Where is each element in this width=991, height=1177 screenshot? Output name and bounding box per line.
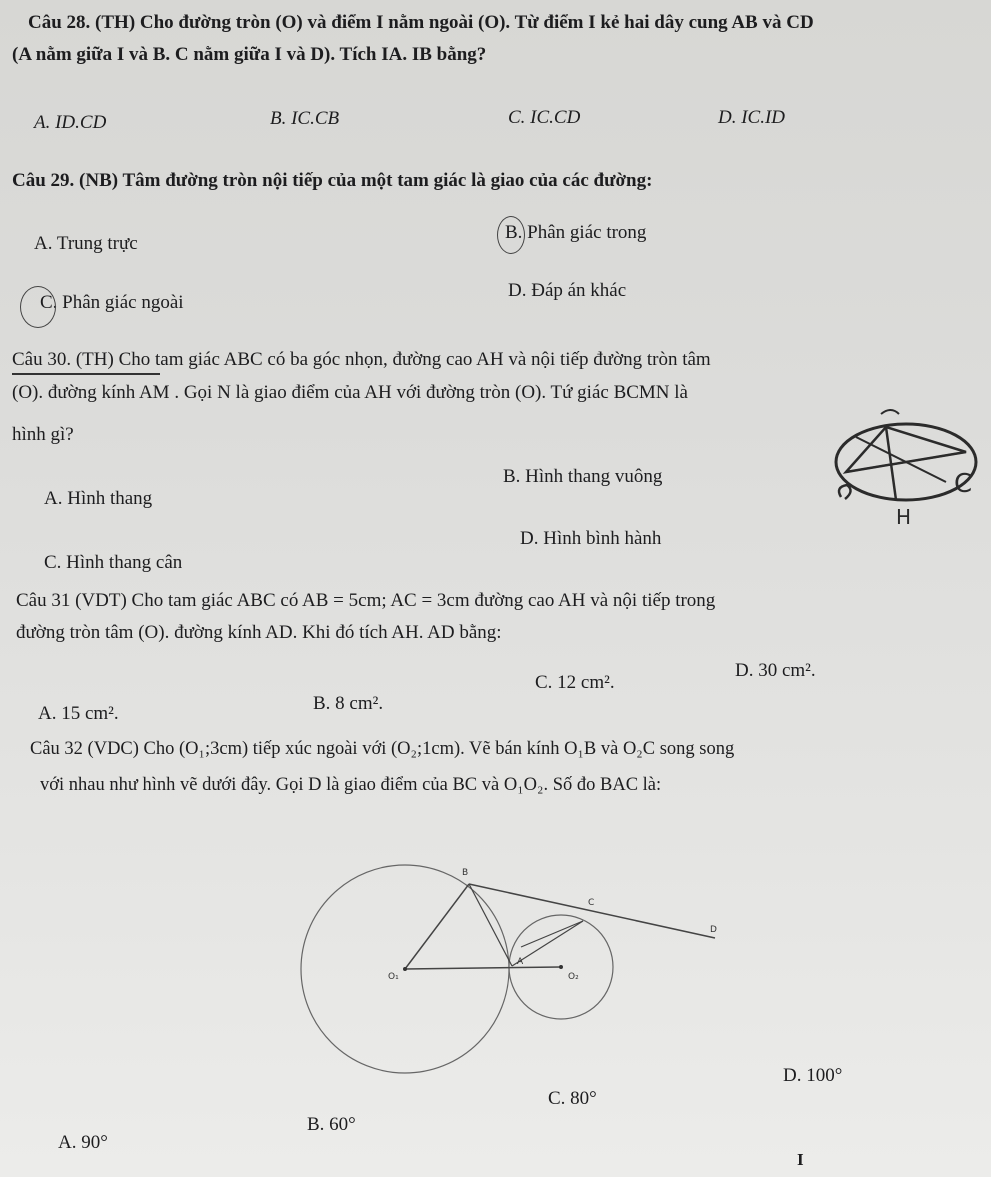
q31-option-c: C. 12 cm². — [535, 672, 615, 693]
q30-stem-line3: hình gì? — [12, 424, 74, 445]
q30-stem-line1: Câu 30. (TH) Cho tam giác ABC có ba góc nhọn, đường cao AH và nội tiếp đường tròn tâm — [12, 349, 711, 370]
q31-stem-line1: Câu 31 (VDT) Cho tam giác ABC có AB = 5cm; AC = 3cm đường cao AH và nội tiếp trong — [16, 590, 716, 611]
q29-stem: Câu 29. (NB) Tâm đường tròn nội tiếp của một tam giác là giao của các đường: — [12, 170, 653, 191]
handwritten-sketch — [826, 402, 990, 532]
tangent-circles-figure — [290, 855, 740, 1105]
page-mark: I — [797, 1150, 804, 1169]
point-a-label: A — [517, 957, 524, 967]
q28-stem-line2: (A nằm giữa I và B. C nằm giữa I và D). Tích IA. IB bằng? — [12, 44, 487, 65]
q28-option-a: A. ID.CD — [34, 112, 107, 133]
q32-stem-line1: Câu 32 (VDC) Cho (O₁;3cm) tiếp xúc ngoài với (O₂;1cm). Vẽ bán kính O₁B và O₂C song song — [30, 739, 735, 759]
q29-option-b: B. Phân giác trong — [505, 222, 647, 243]
q30-option-a: A. Hình thang — [44, 488, 153, 509]
underline-mark — [12, 373, 160, 375]
q29-option-a: A. Trung trực — [34, 233, 138, 254]
q30-option-d: D. Hình bình hành — [520, 528, 662, 549]
q30-option-c: C. Hình thang cân — [44, 552, 183, 573]
q32-stem-line2: với nhau như hình vẽ dưới đây. Gọi D là giao điểm của BC và O₁O₂. Số đo BAC là: — [40, 775, 662, 795]
sketch-label-c: C — [954, 469, 973, 499]
q28-option-c: C. IC.CD — [508, 107, 581, 128]
q31-stem-line2: đường tròn tâm (O). đường kính AD. Khi đó tích AH. AD bằng: — [16, 622, 502, 643]
point-b-label: B — [462, 868, 469, 878]
q30-option-b: B. Hình thang vuông — [503, 466, 663, 487]
point-o2-label: O₂ — [568, 972, 579, 982]
point-c-label: C — [588, 898, 595, 908]
q32-option-b: B. 60° — [307, 1114, 356, 1135]
sketch-label-h: H — [896, 505, 912, 529]
q31-option-b: B. 8 cm². — [313, 693, 384, 714]
q28-option-d: D. IC.ID — [718, 107, 786, 128]
q31-option-d: D. 30 cm². — [735, 660, 816, 681]
q32-option-a: A. 90° — [58, 1132, 108, 1153]
q30-stem-line2: (O). đường kính AM . Gọi N là giao điểm của AH với đường tròn (O). Tứ giác BCMN là — [12, 382, 688, 403]
q29-option-d: D. Đáp án khác — [508, 280, 627, 301]
q32-option-c: C. 80° — [548, 1088, 597, 1109]
q31-option-a: A. 15 cm². — [38, 703, 119, 724]
q28-stem-line1: Câu 28. (TH) Cho đường tròn (O) và điểm I nằm ngoài (O). Từ điểm I kẻ hai dây cung AB và CD — [28, 12, 814, 33]
point-o1-label: O₁ — [388, 972, 399, 982]
answer-circle-mark — [20, 286, 56, 328]
q32-option-d: D. 100° — [783, 1065, 843, 1086]
q29-option-c: C. Phân giác ngoài — [40, 292, 184, 313]
answer-circle-mark — [497, 216, 525, 254]
point-d-label: D — [710, 925, 717, 935]
q28-option-b: B. IC.CB — [270, 108, 340, 129]
